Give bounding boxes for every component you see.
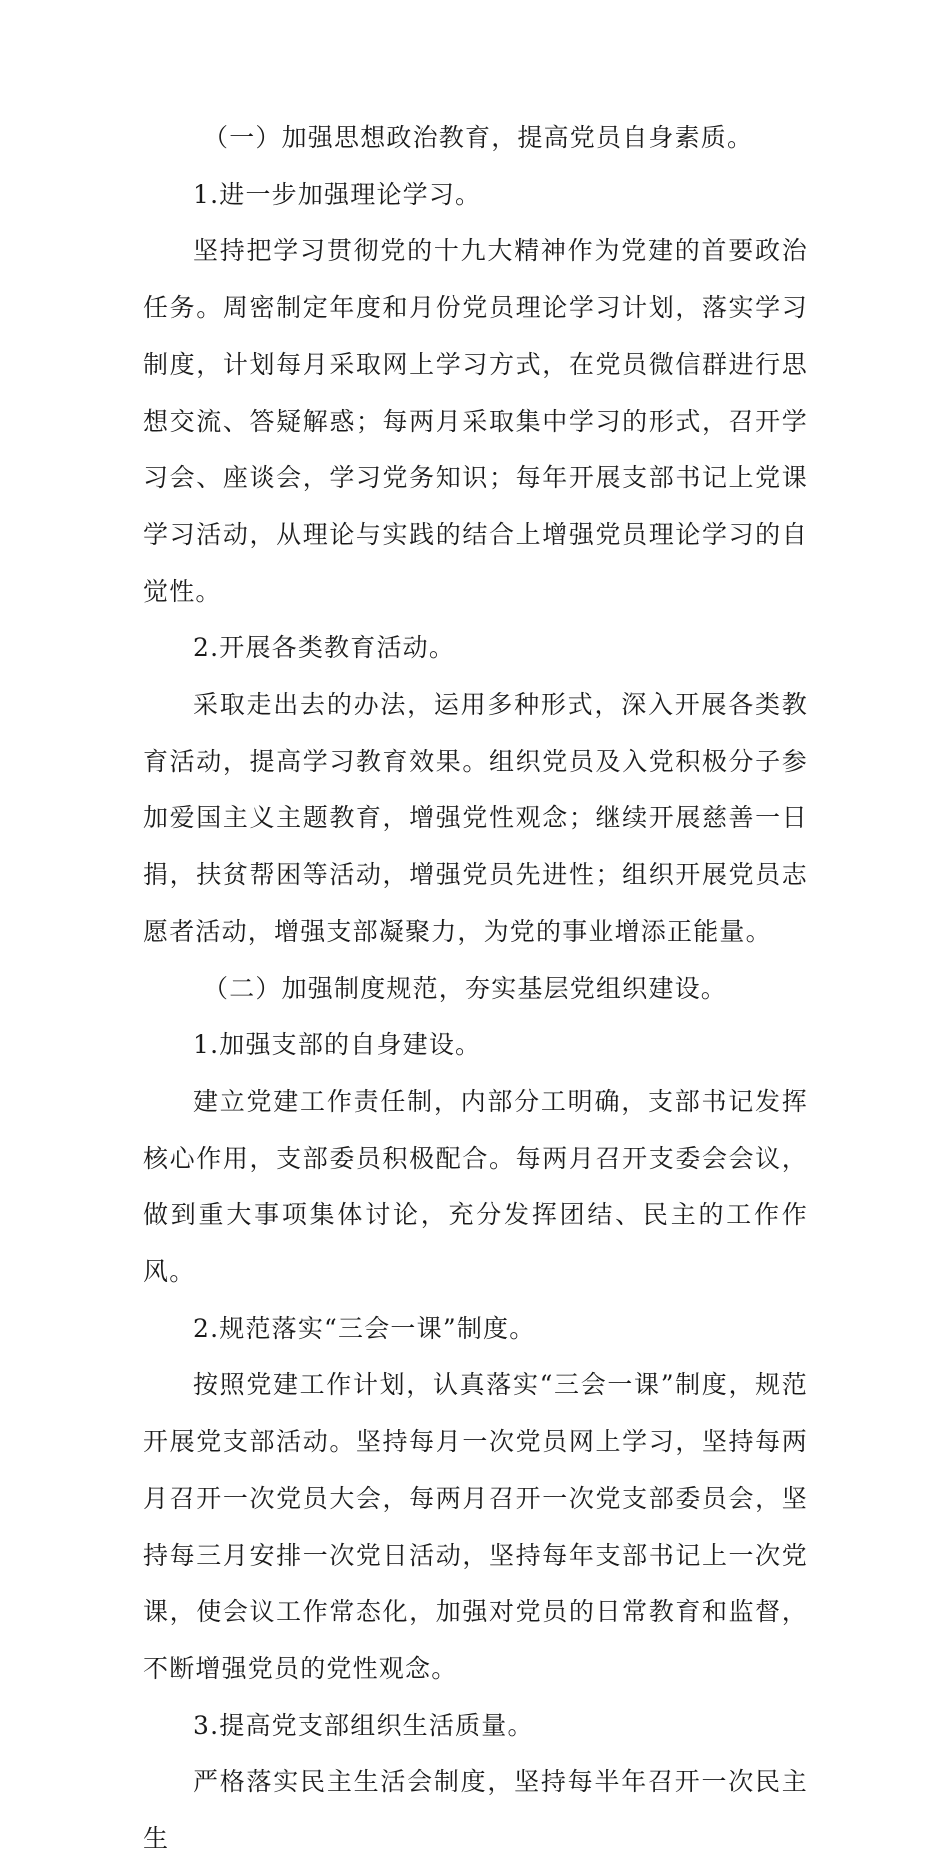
subheading-2-1: 1.加强支部的自身建设。 [193, 1030, 482, 1060]
section-heading-2: （二）加强制度规范，夯实基层党组织建设。 [203, 973, 728, 1003]
paragraph-three-meetings: 按照党建工作计划，认真落实“三会一课”制度，规范开展党支部活动。坚持每月一次党员网上学习，坚持每两月召开一次党员大会，每两月召开一次党支部委员会，坚持每三月安排一次党日活动，坚持每年支部书记上一次党课，使会议工作常态化，加强对党员的日常教育和监督，不断增强党员的党性观念。 [143, 1370, 808, 1683]
subheading-1-1: 1.进一步加强理论学习。 [193, 179, 482, 209]
paragraph-education-activities: 采取走出去的办法，运用多种形式，深入开展各类教育活动，提高学习教育效果。组织党员及入党积极分子参加爱国主义主题教育，增强党性观念；继续开展慈善一日捐，扶贫帮困等活动，增强党员先进性；组织开展党员志愿者活动，增强支部凝聚力，为党的事业增添正能量。 [143, 690, 808, 946]
paragraph-organizational-life: 严格落实民主生活会制度，坚持每半年召开一次民主生 [143, 1767, 808, 1854]
document-body [143, 110, 808, 1868]
section-heading-1: （一）加强思想政治教育，提高党员自身素质。 [203, 123, 754, 152]
subheading-2-2: 2.规范落实“三会一课”制度。 [193, 1313, 536, 1343]
subheading-2-3: 3.提高党支部组织生活质量。 [193, 1710, 534, 1740]
paragraph-branch-building: 建立党建工作责任制，内部分工明确，支部书记发挥核心作用，支部委员积极配合。每两月召开支委会会议，做到重大事项集体讨论，充分发挥团结、民主的工作作风。 [143, 1086, 808, 1287]
subheading-1-2: 2.开展各类教育活动。 [193, 633, 456, 663]
paragraph-theory-study: 坚持把学习贯彻党的十九大精神作为党建的首要政治任务。周密制定年度和月份党员理论学习计划，落实学习制度，计划每月采取网上学习方式，在党员微信群进行思想交流、答疑解惑；每两月采取集中学习的形式，召开学习会、座谈会，学习党务知识；每年开展支部书记上党课学习活动，从理论与实践的结合上增强党员理论学习的自觉性。 [143, 236, 808, 606]
